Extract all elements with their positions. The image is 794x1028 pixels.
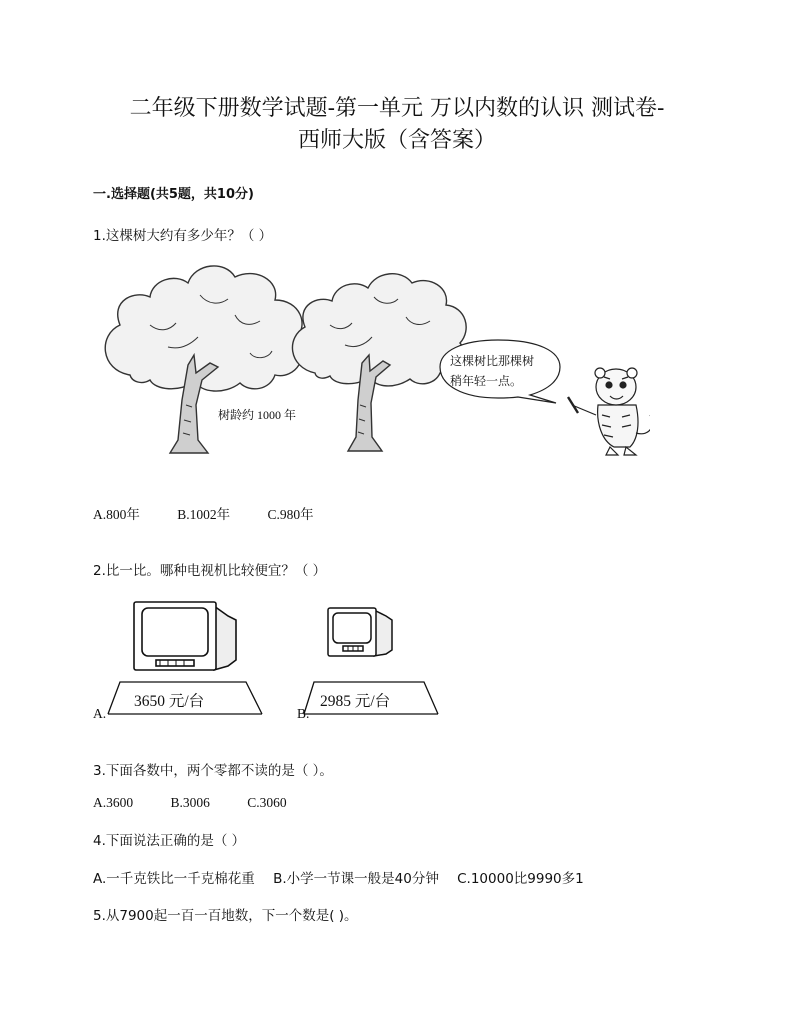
- tree-left-image: [105, 266, 302, 453]
- tree-age-label: 树龄约 1000 年: [218, 408, 297, 422]
- speech-line-2: 稍年轻一点。: [450, 374, 523, 388]
- question-2-text: 2.比一比。哪种电视机比较便宜？（ ）: [93, 563, 327, 579]
- tv-small-image: [328, 608, 392, 656]
- q4-option-a[interactable]: A.一千克铁比一千克棉花重: [93, 871, 255, 887]
- question-4-options: [93, 867, 584, 887]
- question-5-text: 5.从7900起一百一百地数，下一个数是( )。: [93, 908, 358, 924]
- q3-option-b[interactable]: B.3006: [170, 795, 210, 810]
- q1-option-b[interactable]: B.1002年: [177, 507, 231, 522]
- page-title-line2: 西师大版（含答案）: [297, 128, 496, 153]
- question-3-options: [93, 795, 321, 811]
- question-4-text: 4.下面说法正确的是（ ）: [93, 833, 246, 849]
- q1-option-a[interactable]: A.800年: [93, 507, 140, 522]
- q3-option-c[interactable]: C.3060: [247, 795, 287, 810]
- q4-option-b[interactable]: B.小学一节课一般是40分钟: [273, 871, 439, 887]
- page-title-line1: 二年级下册数学试题-第一单元 万以内数的认识 测试卷-: [129, 96, 665, 121]
- section-heading: 一.选择题(共5题，共10分): [93, 187, 254, 202]
- q1-option-c[interactable]: C.980年: [267, 507, 314, 522]
- q4-option-c[interactable]: C.10000比9990多1: [457, 871, 584, 887]
- tiger-character-image: [568, 368, 650, 455]
- speech-bubble: [440, 340, 560, 403]
- question-1-options: [93, 503, 348, 523]
- question-2-illustration: [90, 598, 450, 724]
- q2-option-a[interactable]: A.: [93, 706, 107, 721]
- tv-large-image: [134, 602, 236, 670]
- question-1-illustration: [90, 255, 650, 465]
- q2-option-b[interactable]: B.: [297, 706, 310, 721]
- price-a-label: 3650 元/台: [134, 693, 205, 710]
- question-1-text: 1.这棵树大约有多少年？（ ）: [93, 228, 273, 244]
- question-3-text: 3.下面各数中，两个零都不读的是（ ）。: [93, 763, 333, 779]
- q3-option-a[interactable]: A.3600: [93, 795, 134, 810]
- price-b-label: 2985 元/台: [320, 693, 391, 710]
- speech-line-1: 这棵树比那棵树: [450, 354, 535, 368]
